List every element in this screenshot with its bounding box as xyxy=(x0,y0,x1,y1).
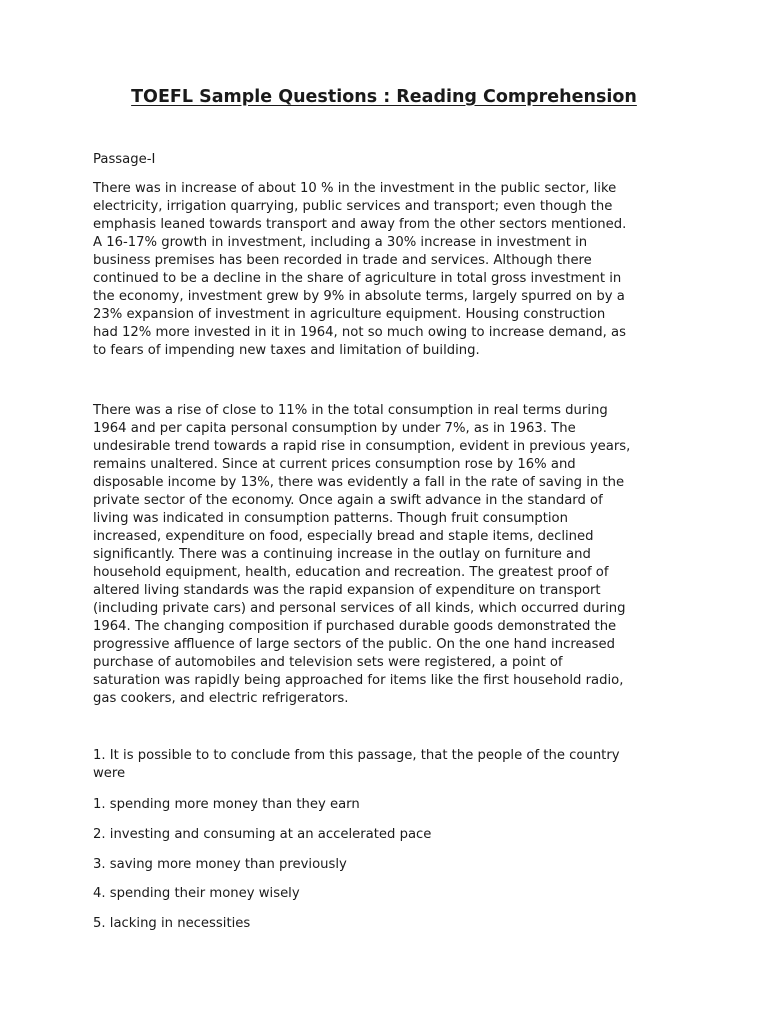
passage-paragraph-2: There was a rise of close to 11% in the total consumption in real terms during 1964 and per capita personal consumption by under 7%, as in 1963. The undesirable trend towards a rapid rise in consumption, evident in previous years, remains unaltered. Since at current prices consumption rose by 16% and disposable income by 13%, there was evidently a fall in the rate of saving in the private sector of the economy. Once again a swift advance in the standard of living was indicated in consumption patterns. Though fruit consumption increased, expenditure on food, especially bread and staple items, declined significantly. There was a continuing increase in the outlay on furniture and household equipment, health, education and recreation. The greatest proof of altered living standards was the rapid expansion of expenditure on transport (including private cars) and personal services of all kinds, which occurred during 1964. The changing composition if purchased durable goods demonstrated the progressive affluence of large sectors of the public. On the one hand increased purchase of automobiles and television sets were registered, a point of saturation was rapidly being approached for items like the first household radio, gas cookers, and electric refrigerators. xyxy=(93,403,631,706)
answer-option: 1. spending more money than they earn xyxy=(93,797,360,812)
passage-paragraph-1: There was in increase of about 10 % in the investment in the public sector, like electricity, irrigation quarrying, public services and transport; even though the emphasis leaned towards transport and away from the other sectors mentioned. A 16-17% growth in investment, including a 30% increase in investment in business premises has been recorded in trade and services. Although there continued to be a decline in the share of agriculture in total gross investment in the economy, investment grew by 9% in absolute terms, largely spurred on by a 23% expansion of investment in agriculture equipment. Housing construction had 12% more invested in it in 1964, not so much owing to increase demand, as to fears of impending new taxes and limitation of building. xyxy=(93,181,627,358)
answer-option: 4. spending their money wisely xyxy=(93,886,300,901)
answer-option: 2. investing and consuming at an accelerated pace xyxy=(93,827,432,842)
answer-option: 3. saving more money than previously xyxy=(93,857,347,872)
answer-option: 5. lacking in necessities xyxy=(93,916,251,931)
passage-label: Passage-I xyxy=(93,152,156,167)
document-title: TOEFL Sample Questions : Reading Comprehension xyxy=(131,87,637,107)
question-text: 1. It is possible to to conclude from this passage, that the people of the country were xyxy=(93,748,620,781)
